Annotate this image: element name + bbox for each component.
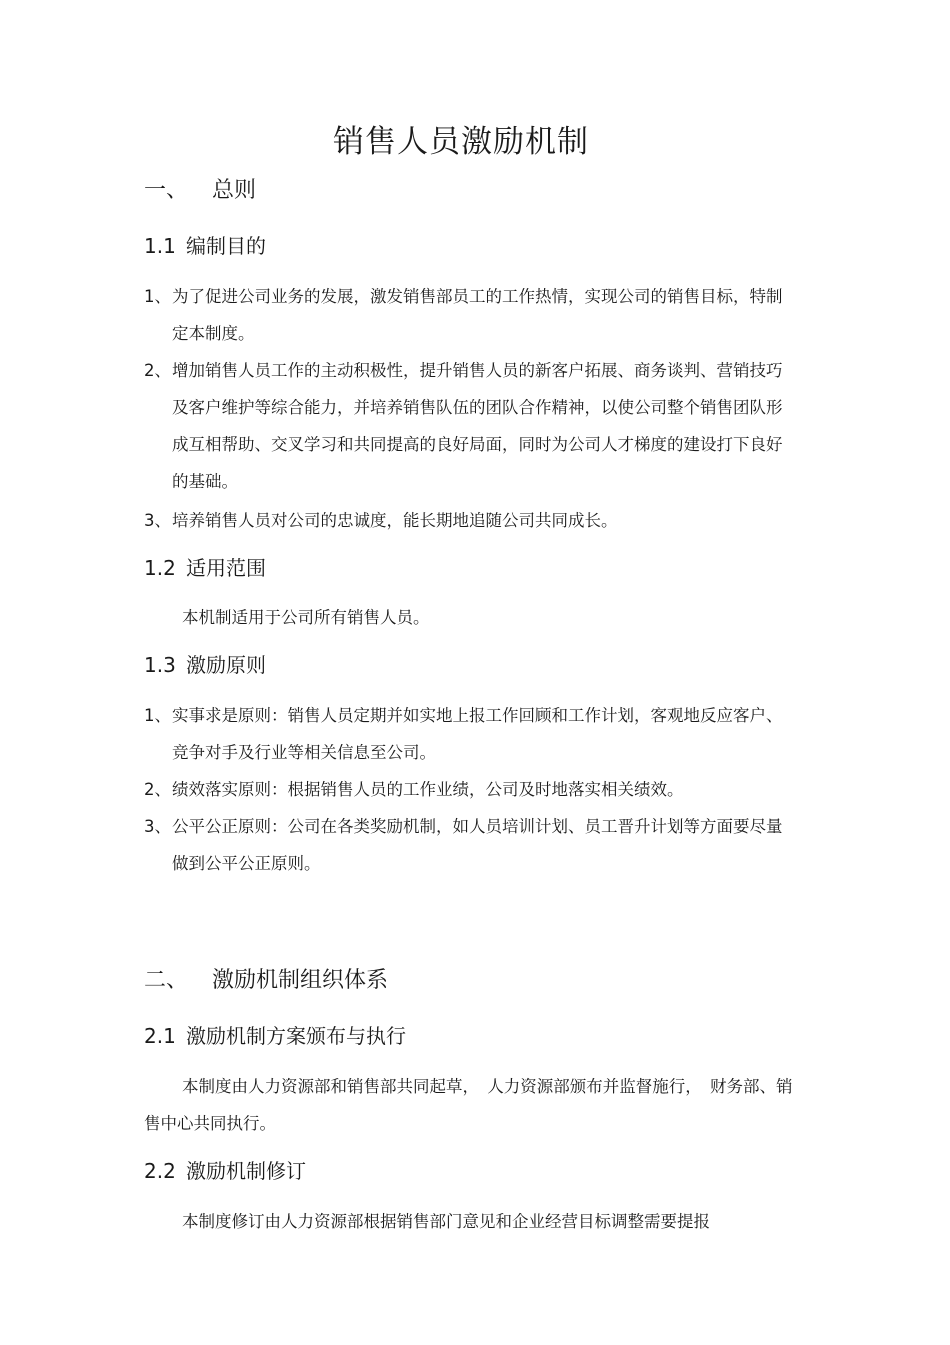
paragraph: 本制度由人力资源部和销售部共同起草， 人力资源部颁布并监督施行， 财务部、销售中心共同执行。 — [144, 1077, 793, 1133]
subsection-1-1-heading — [144, 232, 266, 260]
list-item — [144, 278, 784, 352]
list-item — [144, 502, 784, 539]
list-item-text: 公平公正原则：公司在各类奖励机制，如人员培训计划、员工晋升计划等方面要尽量做到公平公正原则。 — [172, 817, 783, 873]
list-item — [144, 808, 784, 882]
list-item — [144, 352, 784, 500]
subsection-2-1-heading — [144, 1022, 406, 1050]
list-item-text: 实事求是原则：销售人员定期并如实地上报工作回顾和工作计划，客观地反应客户、竞争对手及行业等相关信息至公司。 — [172, 706, 783, 762]
subsection-title: 激励机制方案颁布与执行 — [186, 1024, 406, 1048]
section-title: 总则 — [212, 178, 257, 203]
document-title: 销售人员激励机制 — [333, 124, 589, 160]
list-item — [144, 771, 784, 808]
list-item — [144, 697, 784, 771]
subsection-number: 1.1 — [144, 234, 176, 258]
list-item-text: 增加销售人员工作的主动积极性，提升销售人员的新客户拓展、商务谈判、营销技巧及客户维护等综合能力，并培养销售队伍的团队合作精神，以使公司整个销售团队形成互相帮助、交叉学习和共同提高的良好局面，同时为公司人才梯度的建设打下良好的基础。 — [172, 361, 783, 491]
subsection-title: 激励机制修订 — [186, 1159, 306, 1183]
subsection-title: 适用范围 — [186, 556, 266, 580]
subsection-number: 2.1 — [144, 1024, 176, 1048]
list-item-text: 绩效落实原则：根据销售人员的工作业绩，公司及时地落实相关绩效。 — [172, 780, 684, 799]
subsection-1-3-heading — [144, 651, 266, 679]
section-number: 一、 — [144, 178, 189, 203]
subsection-2-2-heading — [144, 1157, 306, 1185]
subsection-title: 激励原则 — [186, 653, 266, 677]
list-item-number: 3、 — [144, 817, 171, 836]
paragraph: 本机制适用于公司所有销售人员。 — [182, 608, 430, 627]
section-2-heading — [144, 966, 388, 996]
section-1-heading — [144, 176, 256, 206]
list-item-text: 为了促进公司业务的发展，激发销售部员工的工作热情，实现公司的销售目标，特制定本制度。 — [172, 287, 783, 343]
paragraph: 本制度修订由人力资源部根据销售部门意见和企业经营目标调整需要提报 — [182, 1212, 710, 1231]
subsection-1-2-heading — [144, 554, 266, 582]
subsection-title: 编制目的 — [186, 234, 266, 258]
list-item-number: 3、 — [144, 511, 171, 530]
section-number: 二、 — [144, 968, 189, 993]
list-item-number: 1、 — [144, 287, 171, 306]
subsection-number: 2.2 — [144, 1159, 176, 1183]
list-item-number: 2、 — [144, 780, 171, 799]
list-item-text: 培养销售人员对公司的忠诚度，能长期地追随公司共同成长。 — [172, 511, 618, 530]
subsection-number: 1.2 — [144, 556, 176, 580]
subsection-number: 1.3 — [144, 653, 176, 677]
list-item-number: 1、 — [144, 706, 171, 725]
section-title: 激励机制组织体系 — [212, 968, 389, 993]
list-item-number: 2、 — [144, 361, 171, 380]
